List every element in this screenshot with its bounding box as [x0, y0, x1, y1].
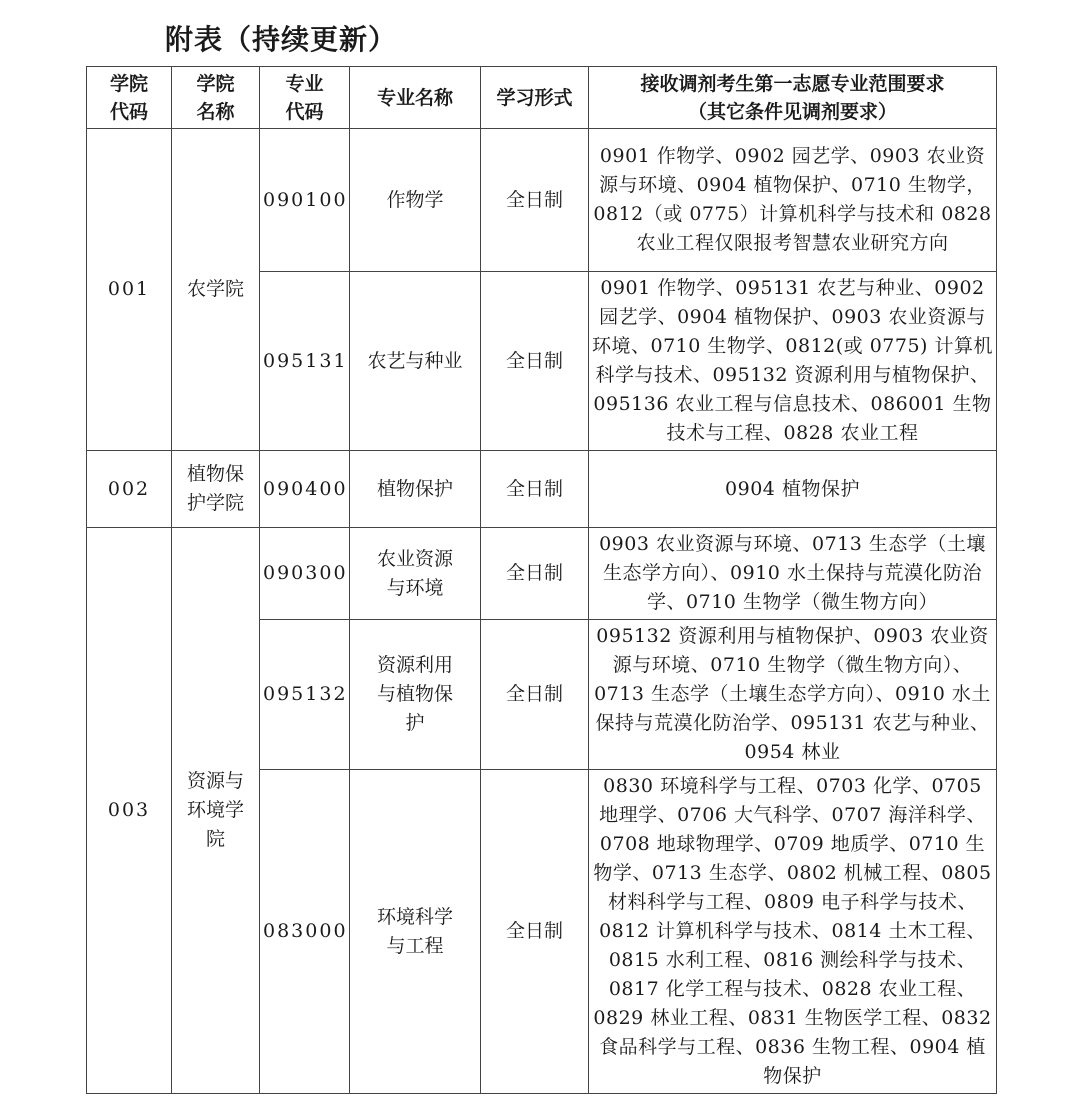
study-mode: 全日制 [481, 272, 589, 451]
study-mode: 全日制 [481, 620, 589, 770]
major-name: 资源利用与植物保护 [350, 620, 481, 770]
major-name: 作物学 [350, 129, 481, 272]
study-mode: 全日制 [481, 770, 589, 1094]
study-mode: 全日制 [481, 451, 589, 528]
adjustment-table [86, 66, 997, 1094]
major-code: 083000 [260, 770, 350, 1094]
college-code: 001 [87, 129, 172, 451]
study-mode: 全日制 [481, 528, 589, 620]
table-header-row [87, 67, 997, 129]
requirement-range: 0830 环境科学与工程、0703 化学、0705 地理学、0706 大气科学、0707 海洋科学、0708 地球物理学、0709 地质学、0710 生物学、0713 生态学、0802 机械工程、0805 材料科学与工程、0809 电子科学与技术、0812 计算机科学与技术、0814 土木工程、0815 水利工程、0816 测绘科学与技术、0817 化学工程与技术、0828 农业工程、0829 林业工程、0831 生物医学工程、0832 食品科学与工程、0836 生物工程、0904 植物保护 [589, 770, 997, 1094]
major-name: 农艺与种业 [350, 272, 481, 451]
header-major-code: 专业代码 [260, 67, 350, 129]
major-code: 095132 [260, 620, 350, 770]
header-study-mode: 学习形式 [481, 67, 589, 129]
requirement-range: 0903 农业资源与环境、0713 生态学（土壤生态学方向）、0910 水土保持与荒漠化防治学、0710 生物学（微生物方向） [589, 528, 997, 620]
page-title: 附表（持续更新） [165, 23, 398, 56]
major-code: 090400 [260, 451, 350, 528]
college-code: 003 [87, 528, 172, 1094]
header-requirement [589, 67, 997, 129]
header-major-name: 专业名称 [350, 67, 481, 129]
table-row [87, 528, 997, 620]
header-requirement-line1: 接收调剂考生第一志愿专业范围要求 [640, 72, 945, 95]
header-college-name: 学院名称 [172, 67, 260, 129]
major-name: 农业资源与环境 [350, 528, 481, 620]
major-code: 095131 [260, 272, 350, 451]
requirement-range: 0904 植物保护 [589, 451, 997, 528]
major-code: 090300 [260, 528, 350, 620]
requirement-range: 0901 作物学、095131 农艺与种业、0902 园艺学、0904 植物保护、0903 农业资源与环境、0710 生物学、0812(或 0775) 计算机科学与技术、095132 资源利用与植物保护、095136 农业工程与信息技术、086001 生物技术与工程、0828 农业工程 [589, 272, 997, 451]
college-code: 002 [87, 451, 172, 528]
table-row [87, 129, 997, 272]
header-college-code: 学院代码 [87, 67, 172, 129]
header-requirement-line2: （其它条件见调剂要求） [687, 100, 897, 123]
study-mode: 全日制 [481, 129, 589, 272]
requirement-range: 095132 资源利用与植物保护、0903 农业资源与环境、0710 生物学（微生物方向）、0713 生态学（土壤生态学方向）、0910 水土保持与荒漠化防治学、095131 农艺与种业、0954 林业 [589, 620, 997, 770]
major-name: 环境科学与工程 [350, 770, 481, 1094]
college-name: 植物保护学院 [172, 451, 260, 528]
college-name: 农学院 [172, 129, 260, 451]
table-row [87, 451, 997, 528]
major-code: 090100 [260, 129, 350, 272]
requirement-range: 0901 作物学、0902 园艺学、0903 农业资源与环境、0904 植物保护、0710 生物学，0812（或 0775）计算机科学与技术和 0828 农业工程仅限报考智慧农业研究方向 [589, 129, 997, 272]
college-name: 资源与环境学院 [172, 528, 260, 1094]
major-name: 植物保护 [350, 451, 481, 528]
